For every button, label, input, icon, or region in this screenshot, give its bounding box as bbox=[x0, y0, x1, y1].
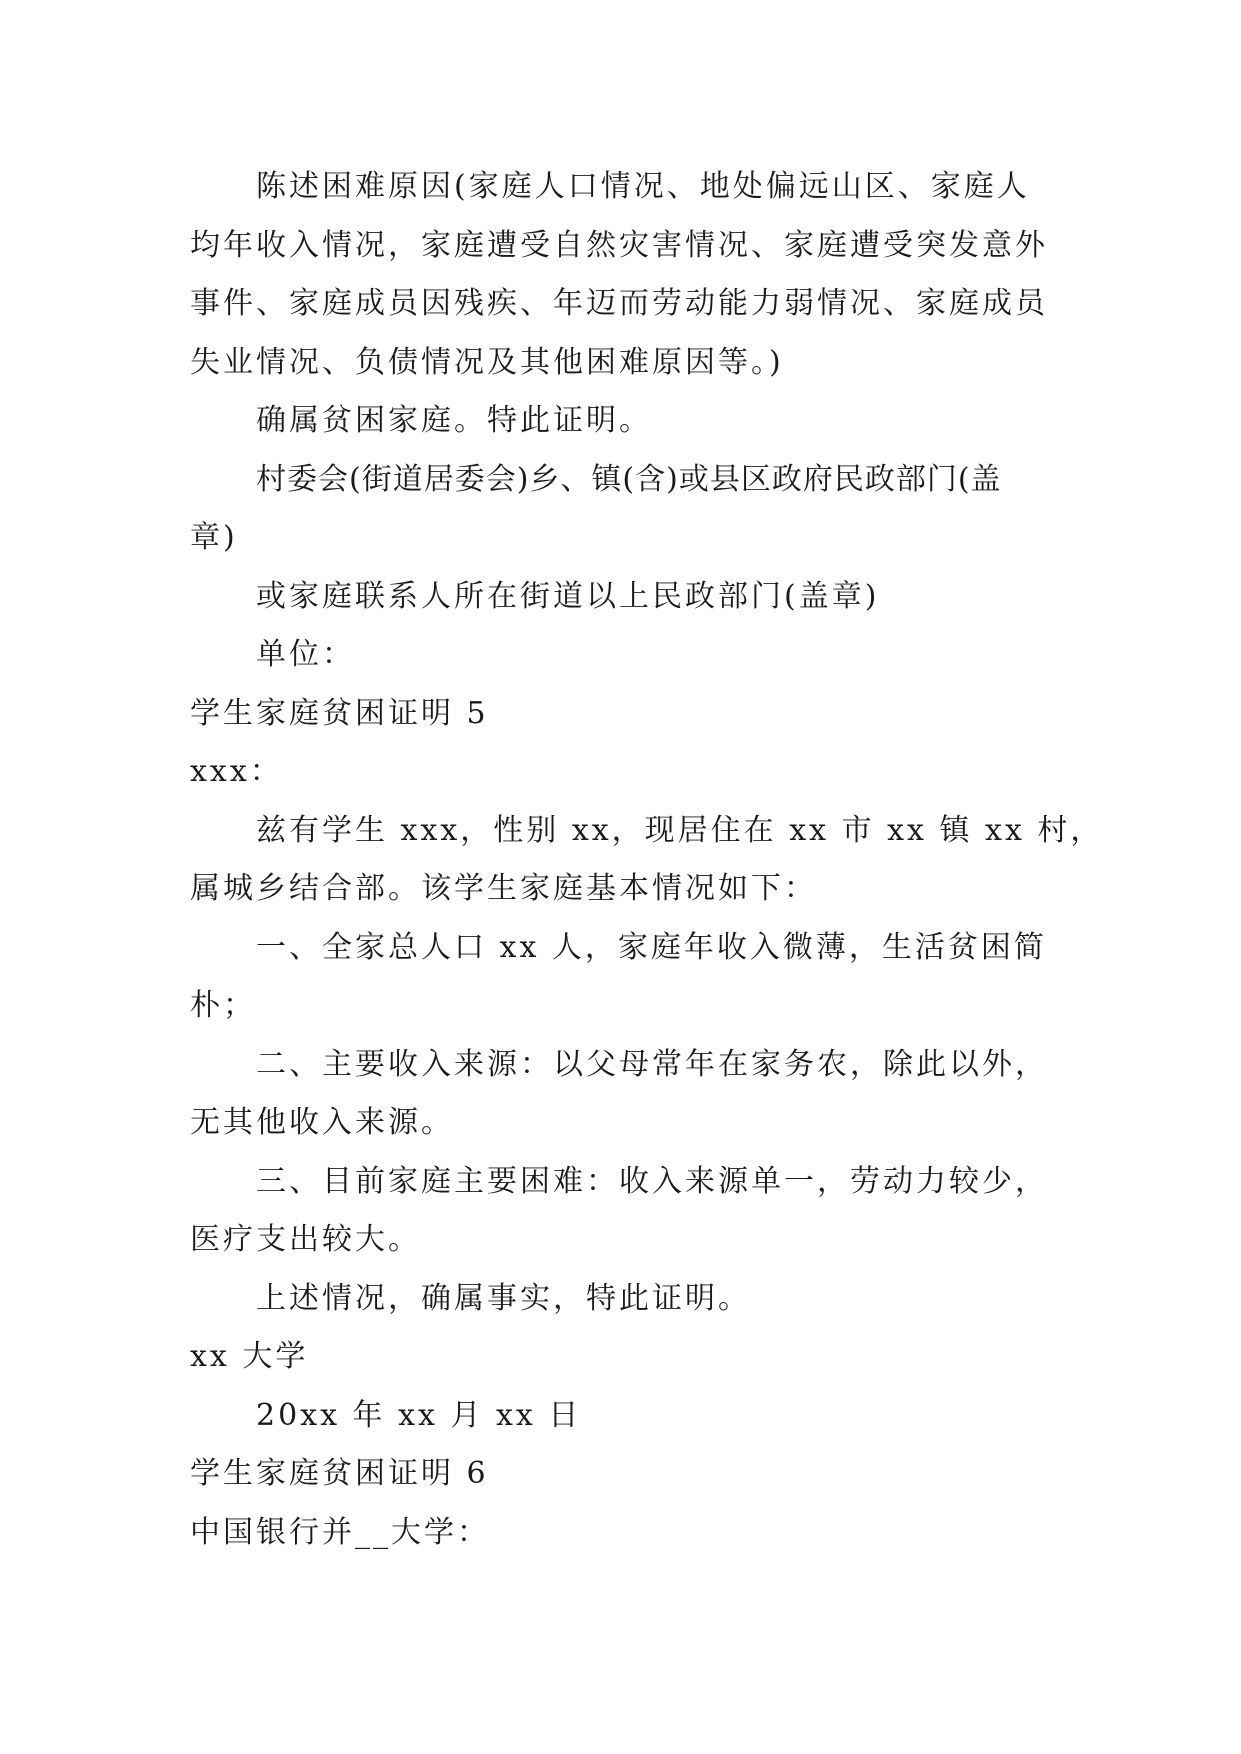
section-title: 学生家庭贫困证明 5 bbox=[190, 695, 489, 731]
salutation: 中国银行并__大学： bbox=[190, 1514, 490, 1550]
paragraph-line: 无其他收入来源。 bbox=[190, 1105, 454, 1140]
paragraph-line: 事件、家庭成员因残疾、年迈而劳动能力弱情况、家庭成员 bbox=[190, 286, 1048, 321]
paragraph-line: 或家庭联系人所在街道以上民政部门(盖章) bbox=[256, 578, 880, 614]
paragraph-line: 兹有学生 xxx，性别 xx，现居住在 xx 市 xx 镇 xx 村， bbox=[256, 812, 1104, 848]
paragraph-line: 确属贫困家庭。特此证明。 bbox=[256, 403, 652, 438]
signature-org: xx 大学 bbox=[190, 1339, 309, 1374]
paragraph-line: 均年收入情况，家庭遭受自然灾害情况、家庭遭受突发意外 bbox=[190, 227, 1048, 263]
paragraph-line: 陈述困难原因(家庭人口情况、地处偏远山区、家庭人 bbox=[256, 169, 1030, 204]
paragraph-line: 单位： bbox=[256, 637, 355, 672]
paragraph-line: 属城乡结合部。该学生家庭基本情况如下： bbox=[190, 871, 817, 906]
paragraph-line: 三、目前家庭主要困难：收入来源单一，劳动力较少， bbox=[256, 1163, 1048, 1199]
paragraph-line: 村委会(街道居委会)乡、镇(含)或县区政府民政部门(盖 bbox=[256, 461, 1002, 497]
paragraph-line: 失业情况、负债情况及其他困难原因等。) bbox=[190, 344, 784, 380]
paragraph-line: 一、全家总人口 xx 人，家庭年收入微薄，生活贫困简 bbox=[256, 929, 1047, 965]
signature-date: 20xx 年 xx 月 xx 日 bbox=[256, 1397, 582, 1433]
paragraph-line: 二、主要收入来源：以父母常年在家务农，除此以外， bbox=[256, 1046, 1048, 1082]
paragraph-line: 朴； bbox=[190, 988, 256, 1023]
document-body bbox=[190, 158, 1104, 1562]
section-title: 学生家庭贫困证明 6 bbox=[190, 1456, 489, 1491]
paragraph-line: 上述情况，确属事实，特此证明。 bbox=[256, 1280, 751, 1316]
salutation: xxx： bbox=[190, 754, 283, 789]
paragraph-line: 医疗支出较大。 bbox=[190, 1222, 421, 1257]
paragraph-line: 章) bbox=[190, 520, 238, 555]
